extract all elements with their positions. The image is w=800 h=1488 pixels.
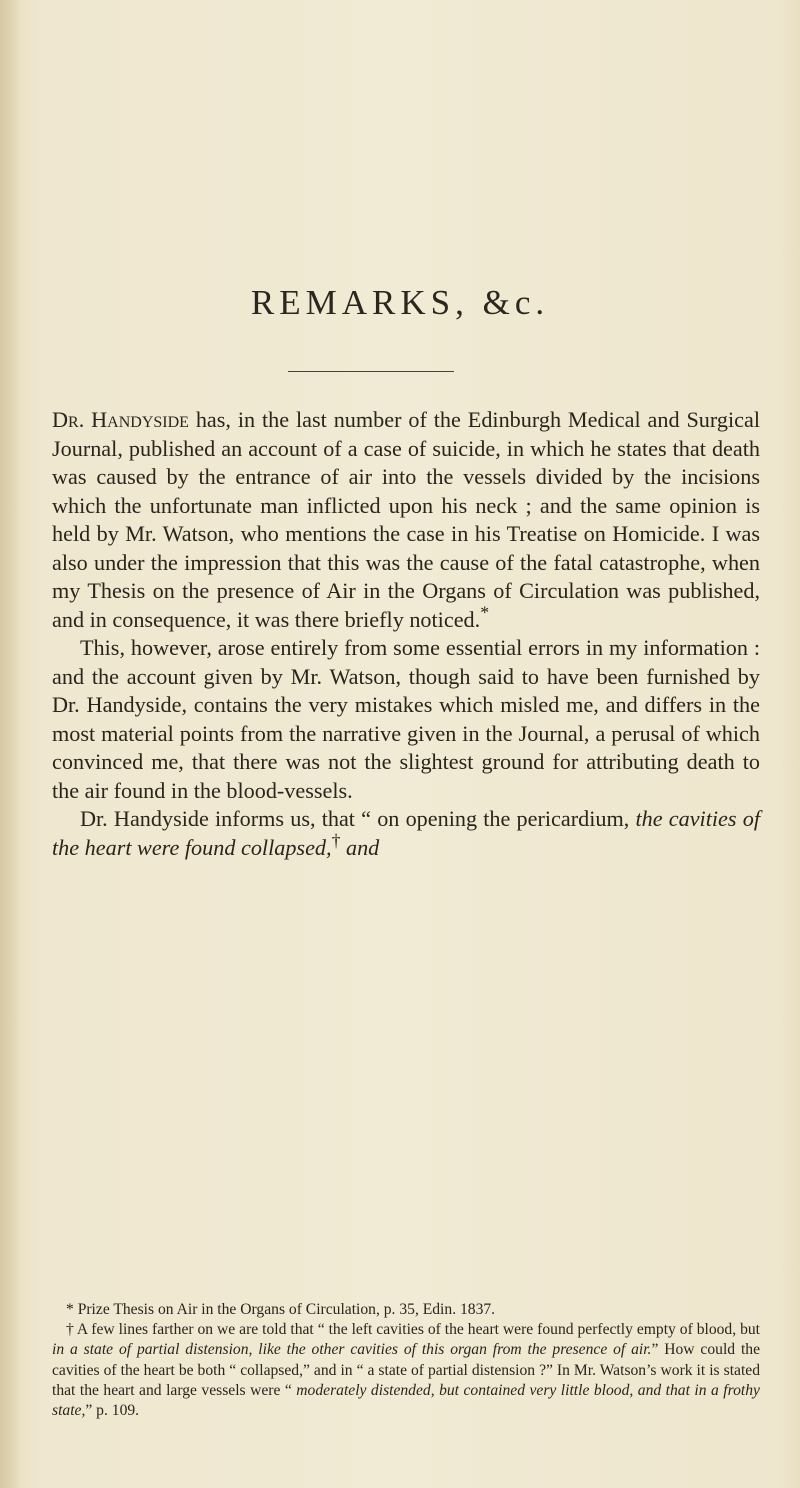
- paragraph-1: [52, 406, 760, 634]
- footnote-2-a: † A few lines farther on we are told that “ the left cavities of the heart were found perfectly empty of blood, but: [66, 1321, 760, 1339]
- paragraph-3-lead: Dr. Handyside informs us, that “ on opening the pericardium,: [80, 806, 636, 831]
- footnote-2-b: ” How could the cavities of the heart be both “ collapsed,” and in “ a state of partial distension ?” In Mr. Watson’s work it is stated that the heart and large vessels were “: [52, 1341, 760, 1399]
- paragraph-3-end: and: [340, 834, 380, 860]
- paragraph-3: [52, 805, 760, 862]
- main-text: [52, 406, 760, 862]
- footnote-2-c: ” p. 109.: [85, 1402, 140, 1420]
- spine-shadow: [0, 0, 22, 1488]
- heading-rule: [288, 371, 454, 372]
- footnotes: [52, 1300, 760, 1421]
- paragraph-2: This, however, arose entirely from some essential errors in my information : and the account given by Mr. Watson, though said to have been furnished by Dr. Handyside, contains the very mistakes which misled me, and differs in the most material points from the narrative given in the Journal, a perusal of which convinced me, that there was not the slightest ground for attributing death to the air found in the blood-vessels.: [52, 635, 760, 803]
- footnote-2-italic-1: in a state of partial distension, like the other cavities of this organ from the presence of air.: [52, 1341, 652, 1359]
- footnote-2: [52, 1320, 760, 1421]
- author-name: Dr. Handyside: [52, 407, 189, 432]
- paragraph-3-italic: the cavities of the heart were found collapsed,: [52, 806, 760, 860]
- footnote-mark-star: *: [480, 602, 490, 623]
- footnote-2-italic-2: moderately distended, but contained very little blood, and that in a frothy state,: [52, 1381, 760, 1420]
- footnote-1: * Prize Thesis on Air in the Organs of Circulation, p. 35, Edin. 1837.: [66, 1301, 496, 1318]
- paragraph-1-text: has, in the last number of the Edinburgh Medical and Surgical Journal, published an account of a case of suicide, in which he states that death was caused by the entrance of air into the vessels divided by the incisions which the unfortunate man inflicted upon his neck ; and the same opinion is held by Mr. Watson, who mentions the case in his Treatise on Homicide. I was also under the impression that this was the cause of the fatal catastrophe, when my Thesis on the presence of Air in the Organs of Circulation was published, and in consequence, it was there briefly noticed.: [52, 407, 760, 632]
- footnote-mark-dagger: †: [331, 830, 341, 851]
- page-heading: REMARKS, &c.: [250, 283, 550, 322]
